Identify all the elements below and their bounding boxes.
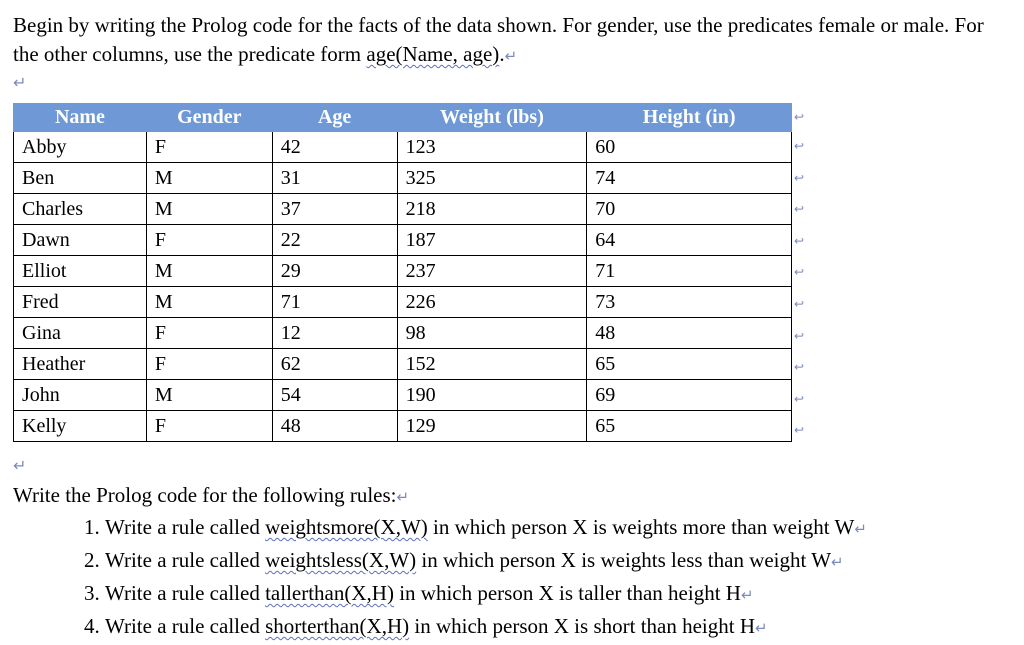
header-name: Name: [14, 104, 147, 132]
cell-name: John: [14, 380, 147, 411]
table-row: [14, 380, 792, 411]
rules-title: Write the Prolog code for the following rules:: [13, 483, 397, 507]
list-item: [105, 545, 1024, 578]
header-height: Height (in): [587, 104, 792, 132]
rules-list: [57, 512, 1024, 644]
cell-age: 37: [272, 194, 397, 225]
cell-height: 73: [587, 287, 792, 318]
cell-gender: F: [146, 132, 272, 163]
data-table: [13, 103, 792, 442]
cell-height: 70: [587, 194, 792, 225]
header-gender: Gender: [146, 104, 272, 132]
cell-name: Kelly: [14, 411, 147, 442]
table-row: [14, 163, 792, 194]
cell-gender: F: [146, 318, 272, 349]
rule-code: weightsmore(X,W): [265, 515, 428, 539]
rule-text: Write a rule called: [105, 515, 266, 539]
cell-age: 22: [272, 225, 397, 256]
cell-height: 64: [587, 225, 792, 256]
table-row: [14, 256, 792, 287]
cell-weight: 123: [397, 132, 587, 163]
cell-name: Elliot: [14, 256, 147, 287]
table-row: [14, 225, 792, 256]
row-end-mark-icon: ↩: [794, 170, 805, 185]
cell-weight: 190: [397, 380, 587, 411]
intro-code: age(Name, age): [366, 42, 500, 66]
intro-text: Begin by writing the Prolog code for the facts of the data shown. For gender, use the predicates female or male. For the other columns, use the predicate form: [13, 13, 984, 66]
table-row: [14, 287, 792, 318]
cell-name: Charles: [14, 194, 147, 225]
header-age: Age: [272, 104, 397, 132]
cell-age: 29: [272, 256, 397, 287]
cell-age: 31: [272, 163, 397, 194]
cell-name: Abby: [14, 132, 147, 163]
cell-name: Heather: [14, 349, 147, 380]
cell-name: Gina: [14, 318, 147, 349]
cell-gender: F: [146, 411, 272, 442]
rule-code: tallerthan(X,H): [265, 581, 394, 605]
rule-code: weightsless(X,W): [265, 548, 417, 572]
cell-gender: M: [146, 163, 272, 194]
list-item: [105, 578, 1024, 611]
cell-age: 62: [272, 349, 397, 380]
rules-title-line: [13, 481, 409, 512]
cell-gender: M: [146, 287, 272, 318]
intro-end: .: [499, 42, 505, 66]
cell-weight: 98: [397, 318, 587, 349]
paragraph-mark-icon: ↵: [396, 488, 410, 506]
rule-code: shorterthan(X,H): [265, 614, 410, 638]
paragraph-mark-icon: ↵: [831, 553, 844, 571]
rule-text: Write a rule called: [105, 614, 266, 638]
list-item: [105, 512, 1024, 545]
rule-text: Write a rule called: [105, 548, 266, 572]
row-end-mark-icon: ↩: [794, 110, 805, 124]
cell-height: 71: [587, 256, 792, 287]
cell-weight: 187: [397, 225, 587, 256]
cell-height: 74: [587, 163, 792, 194]
paragraph-mark-icon: ↵: [854, 520, 867, 538]
row-end-mark-icon: ↩: [794, 265, 805, 280]
cell-age: 42: [272, 132, 397, 163]
row-end-mark-icon: ↩: [794, 423, 805, 438]
cell-weight: 226: [397, 287, 587, 318]
list-item: [105, 611, 1024, 644]
paragraph-mark-icon: ↵: [755, 619, 768, 637]
row-end-mark-icon: ↩: [794, 202, 805, 217]
table-row: [14, 318, 792, 349]
table-row: [14, 132, 792, 163]
row-end-mark-icon: ↩: [794, 139, 805, 153]
cell-height: 69: [587, 380, 792, 411]
row-end-mark-icon: ↩: [794, 328, 805, 343]
paragraph-mark-icon: ↵: [13, 456, 27, 475]
paragraph-mark-icon: ↵: [740, 586, 754, 604]
cell-gender: M: [146, 256, 272, 287]
header-weight: Weight (lbs): [397, 104, 587, 132]
paragraph-mark-icon: ↵: [13, 73, 27, 92]
cell-name: Ben: [14, 163, 147, 194]
cell-gender: M: [146, 380, 272, 411]
cell-weight: 325: [397, 163, 587, 194]
cell-height: 65: [587, 349, 792, 380]
rule-text: in which person X is taller than height H: [393, 581, 741, 605]
table-header-row: [14, 104, 792, 132]
cell-gender: F: [146, 225, 272, 256]
row-end-mark-icon: ↩: [794, 391, 805, 406]
cell-weight: 237: [397, 256, 587, 287]
rule-text: in which person X is short than height H: [409, 614, 755, 638]
cell-height: 60: [587, 132, 792, 163]
cell-height: 48: [587, 318, 792, 349]
rule-text: in which person X is weights less than weight W: [416, 548, 832, 572]
intro-paragraph: [13, 11, 1003, 71]
cell-gender: F: [146, 349, 272, 380]
row-end-mark-icon: ↩: [794, 297, 805, 311]
cell-age: 71: [272, 287, 397, 318]
cell-weight: 152: [397, 349, 587, 380]
row-end-mark-icon: ↩: [794, 360, 805, 375]
row-end-mark-icon: ↩: [794, 233, 805, 248]
cell-name: Dawn: [14, 225, 147, 256]
rule-text: Write a rule called: [105, 581, 266, 605]
table-row: [14, 349, 792, 380]
cell-age: 12: [272, 318, 397, 349]
table-row: [14, 411, 792, 442]
cell-weight: 129: [397, 411, 587, 442]
rule-text: in which person X is weights more than weight W: [427, 515, 855, 539]
paragraph-mark-icon: ↵: [504, 47, 518, 65]
table-row: [14, 194, 792, 225]
cell-gender: M: [146, 194, 272, 225]
cell-height: 65: [587, 411, 792, 442]
cell-age: 48: [272, 411, 397, 442]
cell-weight: 218: [397, 194, 587, 225]
cell-name: Fred: [14, 287, 147, 318]
cell-age: 54: [272, 380, 397, 411]
